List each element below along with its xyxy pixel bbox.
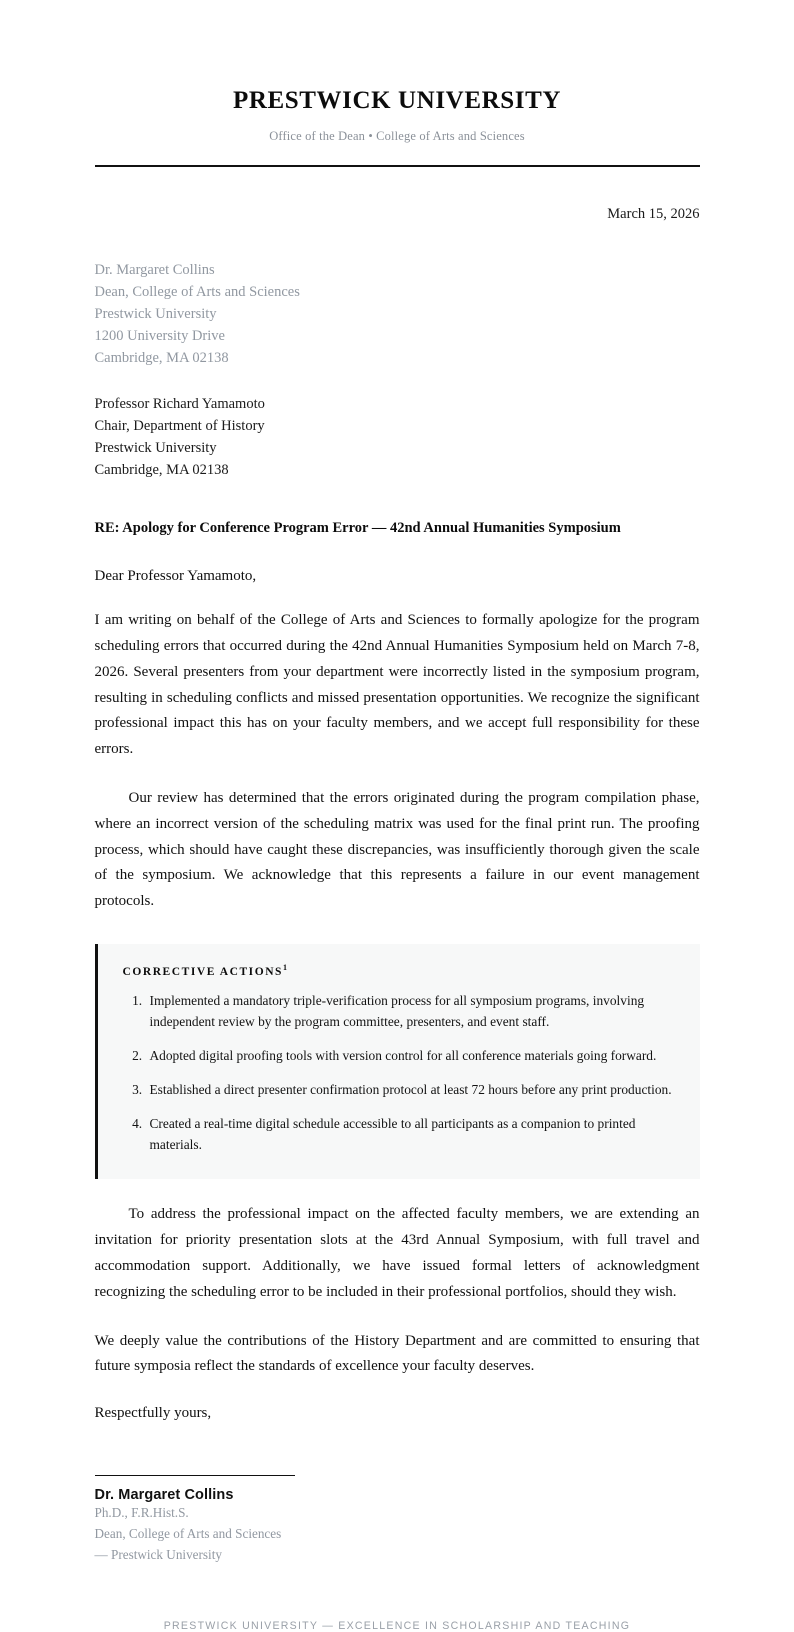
sender-title: Dean, College of Arts and Sciences [94,284,300,301]
body-paragraph-4: We deeply value the contributions of the History Department and are committed to ensuring that future symposia reflect the standards of excellence your faculty deserves. [94,1332,700,1375]
list-item: 1. Implemented a mandatory triple-verification process for all symposium programs, involving independent review by the program committee, presenters, and event staff. [146,991,674,1033]
recipient-organization: Prestwick University [94,440,217,457]
salutation: Dear Professor Yamamoto, [94,568,257,585]
callout-title-footnote: 1 [283,963,287,973]
corrective-actions-list [120,991,674,1155]
sender-city-state-zip: Cambridge, MA 02138 [94,350,229,367]
sender-address-block [95,259,700,369]
recipient-title: Chair, Department of History [94,418,265,435]
recipient-city-state-zip: Cambridge, MA 02138 [94,462,229,479]
recipient-address-block [95,393,700,481]
letter-date: March 15, 2026 [607,206,700,222]
list-item: 2. Adopted digital proofing tools with version control for all conference materials going forward. [146,1046,674,1067]
sender-name: Dr. Margaret Collins [94,262,215,278]
sender-organization: Prestwick University [94,306,217,323]
letterhead [95,86,700,167]
signatory-name: Dr. Margaret Collins [94,1487,234,1504]
corrective-actions-callout [95,944,700,1179]
signature-block [95,1475,700,1566]
organization-subtitle: Office of the Dean • College of Arts and Sciences [269,129,525,143]
recipient-name: Professor Richard Yamamoto [94,396,265,413]
page-footer: PRESTWICK UNIVERSITY — EXCELLENCE IN SCHOLARSHIP AND TEACHING [163,1619,631,1632]
signatory-affiliation: — Prestwick University [94,1546,222,1562]
letter-sheet [95,0,700,1632]
signatory-credentials: Ph.D., F.R.Hist.S. [94,1505,189,1521]
list-item: 3. Established a direct presenter confirmation protocol at least 72 hours before any print production. [146,1080,674,1101]
letterhead-divider [95,165,700,167]
callout-title [122,963,674,979]
signature-line [95,1475,295,1476]
callout-title-text: CORRECTIVE ACTIONS [122,966,283,979]
signatory-title: Dean, College of Arts and Sciences [94,1526,282,1542]
subject-line: RE: Apology for Conference Program Error — 42nd Annual Humanities Symposium [94,520,621,537]
list-item: 4. Created a real-time digital schedule accessible to all participants as a companion to printed materials. [146,1114,674,1156]
body-paragraph-1: I am writing on behalf of the College of Arts and Sciences to formally apologize for the program scheduling errors that occurred during the 42nd Annual Humanities Symposium held on March 7-8, 2026. Several presenters from your department were incorrectly listed in the symposium program, resulting in scheduling conflicts and missed presentation opportunities. We recognize the significant professional impact this has on your faculty members, and we accept full responsibility for these errors. [94,612,700,758]
body-paragraph-2: Our review has determined that the errors originated during the program compilation phase, where an incorrect version of the scheduling matrix was used for the final print run. The proofing process, which should have caught these discrepancies, was insufficiently thorough given the scale of the symposium. We acknowledge that this represents a failure in our event management protocols. [94,790,700,910]
closing-line: Respectfully yours, [94,1405,212,1422]
organization-name: PRESTWICK UNIVERSITY [232,87,562,114]
body-paragraph-3: To address the professional impact on the affected faculty members, we are extending an invitation for priority presentation slots at the 43rd Annual Symposium, with full travel and accommodation support. Additionally, we have issued formal letters of acknowledgment recognizing the scheduling error to be included in their professional portfolios, should they wish. [94,1206,700,1300]
sender-street: 1200 University Drive [94,328,225,345]
